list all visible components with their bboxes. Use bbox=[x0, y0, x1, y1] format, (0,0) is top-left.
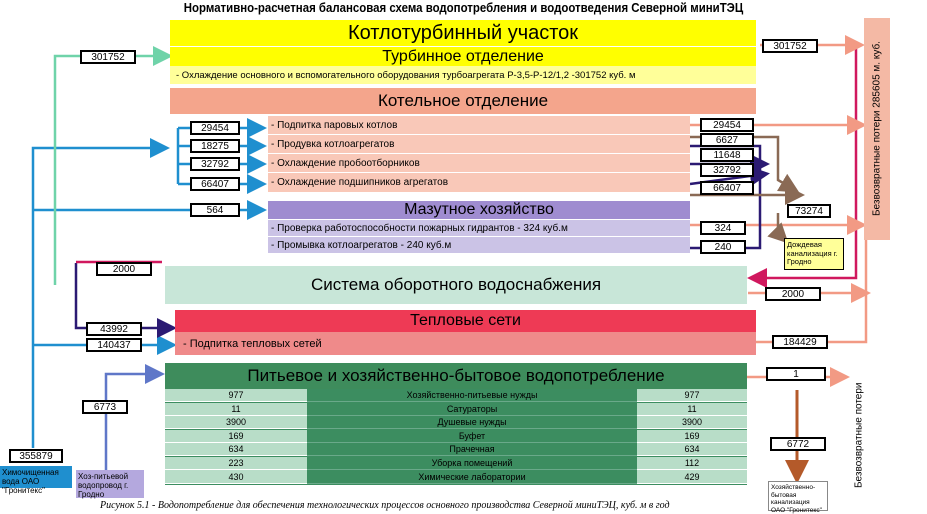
chem-water-source: Химочищенная вода ОАО "Гронитекс" bbox=[0, 466, 72, 488]
table-cell-left: 634 bbox=[165, 443, 307, 456]
outflow-sewer-label: 6772 bbox=[770, 437, 826, 451]
table-cell-label: Прачечная bbox=[307, 443, 637, 456]
outflow-boiler-label: 6627 bbox=[700, 133, 754, 147]
mazut-item: - Промывка котлоагрегатов - 240 куб.м bbox=[268, 237, 690, 254]
inflow-boiler-label: 66407 bbox=[190, 177, 240, 191]
table-cell-label: Хозяйственно-питьевые нужды bbox=[307, 389, 637, 402]
outflow-boiler-label: 32792 bbox=[700, 163, 754, 177]
section-recirc: Система оборотного водоснабжения bbox=[165, 266, 747, 304]
outflow-boiler-label: 11648 bbox=[700, 148, 754, 162]
table-cell-right: 634 bbox=[637, 443, 747, 456]
inflow-turbine-label: 301752 bbox=[80, 50, 136, 64]
section-heat: Тепловые сети bbox=[175, 310, 756, 332]
losses-top-box: Безвозвратные потери 285605 м. куб. bbox=[864, 18, 890, 240]
table-cell-label: Душевые нужды bbox=[307, 416, 637, 429]
boiler-item: - Охлаждение подшипников агрегатов bbox=[268, 173, 690, 193]
outflow-mazut-label: 240 bbox=[700, 240, 746, 254]
table-cell-left: 430 bbox=[165, 470, 307, 484]
outflow-recirc-label: 2000 bbox=[765, 287, 821, 301]
table-cell-left: 3900 bbox=[165, 416, 307, 429]
mazut-item: - Проверка работоспособности пожарных гидрантов - 324 куб.м bbox=[268, 220, 690, 237]
inflow-drink-label: 6773 bbox=[82, 400, 128, 414]
table-cell-left: 169 bbox=[165, 430, 307, 443]
storm-sewer-box: Дождевая канализация г. Гродно bbox=[784, 238, 844, 270]
table-cell-right: 429 bbox=[637, 470, 747, 484]
table-cell-label: Химические лаборатории bbox=[307, 470, 637, 484]
table-cell-label: Сатураторы bbox=[307, 403, 637, 416]
table-cell-label: Буфет bbox=[307, 430, 637, 443]
outflow-turbine-label: 301752 bbox=[762, 39, 818, 53]
section-mazut: Мазутное хозяйство bbox=[268, 201, 690, 219]
table-cell-right: 112 bbox=[637, 457, 747, 470]
inflow-heat-label: 43992 bbox=[86, 322, 142, 336]
inflow-mazut-label: 564 bbox=[190, 203, 240, 217]
boiler-item: - Продувка котлоагрегатов bbox=[268, 135, 690, 154]
drink-table-rows bbox=[165, 389, 747, 485]
inflow-recirc-label: 2000 bbox=[96, 262, 152, 276]
table-cell-left: 977 bbox=[165, 389, 307, 402]
table-cell-left: 223 bbox=[165, 457, 307, 470]
figure-caption: Рисунок 5.1 - Водопотребление для обеспечения технологических процессов основного производства Северной миниТЭЦ, куб. м в год bbox=[100, 500, 670, 511]
drink-water-source: Хоз-питьевой водопровод г. Гродно bbox=[76, 470, 144, 498]
table-cell-right: 169 bbox=[637, 430, 747, 443]
table-cell-right: 977 bbox=[637, 389, 747, 402]
inflow-boiler-label: 32792 bbox=[190, 157, 240, 171]
table-cell-label: Уборка помещений bbox=[307, 457, 637, 470]
outflow-sum-label: 73274 bbox=[787, 204, 831, 218]
inflow-boiler-label: 29454 bbox=[190, 121, 240, 135]
table-cell-right: 11 bbox=[637, 403, 747, 416]
inflow-heat-label: 140437 bbox=[86, 338, 142, 352]
boiler-items bbox=[268, 116, 690, 194]
outflow-heat-label: 184429 bbox=[772, 335, 828, 349]
boiler-item: - Охлаждение пробоотборников bbox=[268, 154, 690, 173]
outflow-boiler-label: 29454 bbox=[700, 118, 754, 132]
turbine-item: - Охлаждение основного и вспомогательного оборудования турбоагрегата Р-3,5-Р-12/1,2 -301752 куб. м bbox=[170, 66, 756, 84]
losses-bottom-label: Безвозвратные потери bbox=[853, 382, 865, 488]
outflow-boiler-label: 66407 bbox=[700, 181, 754, 195]
heat-item: - Подпитка тепловых сетей bbox=[175, 332, 756, 355]
table-cell-right: 3900 bbox=[637, 416, 747, 429]
boiler-item: - Подпитка паровых котлов bbox=[268, 116, 690, 135]
outflow-drink-loss-label: 1 bbox=[766, 367, 826, 381]
inflow-boiler-label: 18275 bbox=[190, 139, 240, 153]
section-boiler: Котельное отделение bbox=[170, 88, 756, 114]
section-drink: Питьевое и хозяйственно-бытовое водопотребление bbox=[165, 363, 747, 389]
chem-total-label: 355879 bbox=[9, 449, 63, 463]
household-sewer-box: Хозяйственно-бытовая канализация ОАО "Гронитекс" bbox=[768, 481, 828, 511]
section-ktu: Котлотурбинный участок bbox=[170, 20, 756, 46]
table-cell-left: 11 bbox=[165, 403, 307, 416]
section-turbine: Турбинное отделение bbox=[170, 46, 756, 66]
page-title: Нормативно-расчетная балансовая схема водопотребления и водоотведения Северной миниТЭЦ bbox=[183, 0, 744, 15]
outflow-mazut-label: 324 bbox=[700, 221, 746, 235]
